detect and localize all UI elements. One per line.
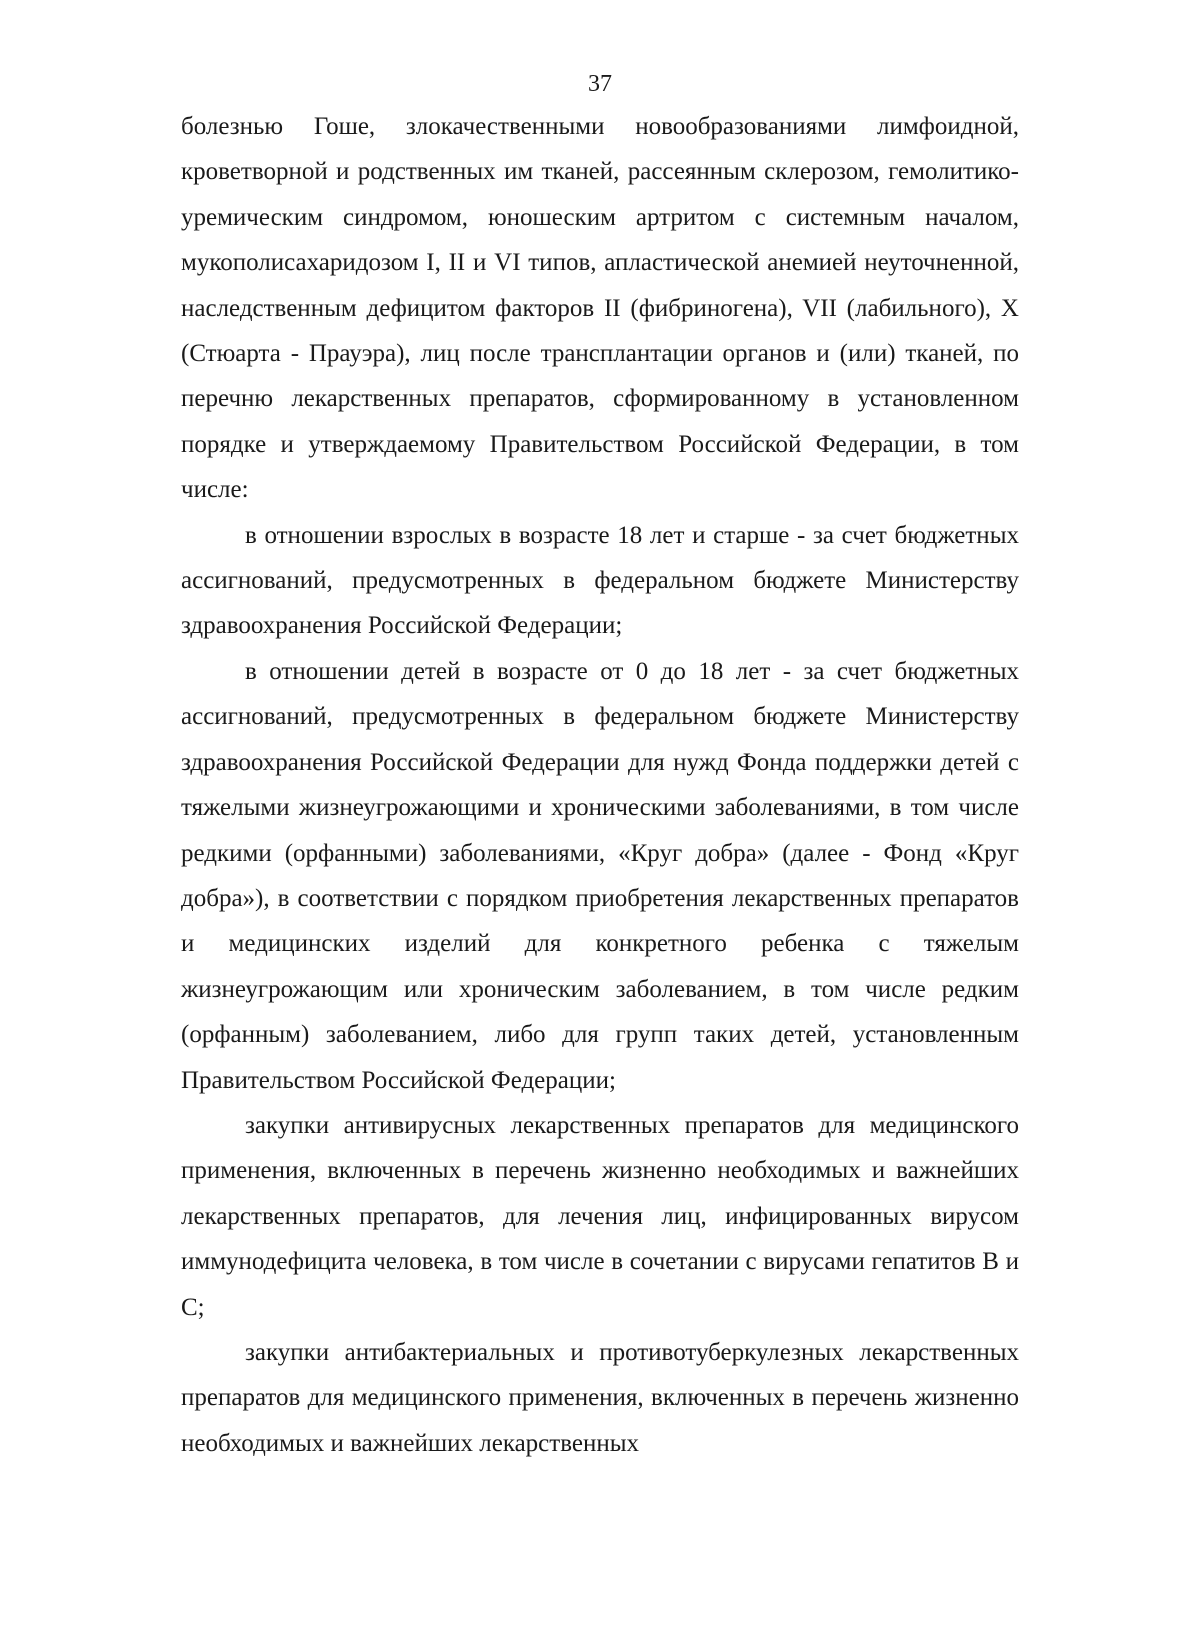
paragraph-antiviral: закупки антивирусных лекарственных препаратов для медицинского применения, включенных в перечень жизненно необходимых и важнейших лекарственных препаратов, для лечения лиц, инфицированных вирусом иммунодефицита человека, в том числе в сочетании с вирусами гепатитов B и C;	[181, 1111, 1019, 1321]
paragraph-adults: в отношении взрослых в возрасте 18 лет и старше - за счет бюджетных ассигнований, предусмотренных в федеральном бюджете Министерству здравоохранения Российской Федерации;	[181, 521, 1019, 640]
document-body	[181, 104, 1019, 1466]
paragraph-antibacterial: закупки антибактериальных и противотуберкулезных лекарственных препаратов для медицинского применения, включенных в перечень жизненно необходимых и важнейших лекарственных	[181, 1338, 1019, 1457]
page-number: 37	[588, 71, 612, 97]
paragraph-children: в отношении детей в возрасте от 0 до 18 лет - за счет бюджетных ассигнований, предусмотренных в федеральном бюджете Министерству здравоохранения Российской Федерации для нужд Фонда поддержки детей с тяжелыми жизнеугрожающими и хроническими заболеваниями, в том числе редкими (орфанными) заболеваниями, «Круг добра» (далее - Фонд «Круг добра»), в соответствии с порядком приобретения лекарственных препаратов и медицинских изделий для конкретного ребенка с тяжелым жизнеугрожающим или хроническим заболеванием, в том числе редким (орфанным) заболеванием, либо для групп таких детей, установленным Правительством Российской Федерации;	[181, 657, 1019, 1094]
paragraph-continuation: болезнью Гоше, злокачественными новообразованиями лимфоидной, кроветворной и родственных им тканей, рассеянным склерозом, гемолитико-уремическим синдромом, юношеским артритом с системным началом, мукополисахаридозом I, II и VI типов, апластической анемией неуточненной, наследственным дефицитом факторов II (фибриногена), VII (лабильного), X (Стюарта - Прауэра), лиц после трансплантации органов и (или) тканей, по перечню лекарственных препаратов, сформированному в установленном порядке и утверждаемому Правительством Российской Федерации, в том числе:	[181, 113, 1019, 504]
